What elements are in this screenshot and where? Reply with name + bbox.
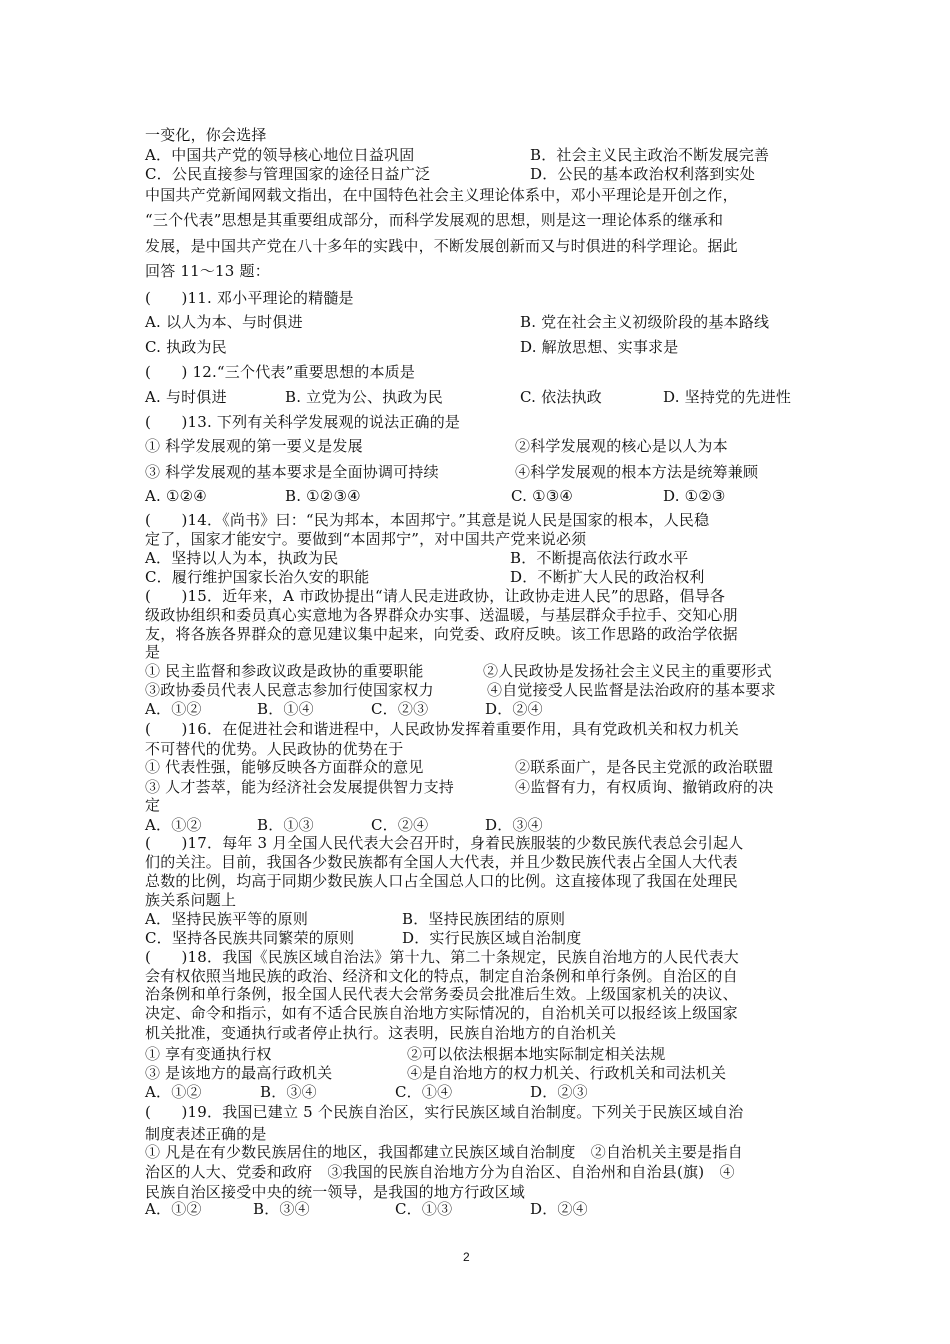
line-segment: C. 依法执政 xyxy=(520,388,602,406)
text-line xyxy=(145,681,825,699)
line-segment: B．③④ xyxy=(260,1083,317,1101)
text-line: 会有权依照当地民族的政治、经济和文化的特点，制定自治条例和单行条例。自治区的自 xyxy=(145,967,738,985)
line-segment: A．坚持以人为本，执政为民 xyxy=(145,549,339,567)
text-line: ( )14．《尚书》曰：“民为邦本，本固邦宁。”其意是说人民是国家的根本，人民稳 xyxy=(145,511,710,529)
line-segment: ① 民主监督和参政议政是政协的重要职能 xyxy=(145,662,424,680)
line-segment: D．不断扩大人民的政治权利 xyxy=(510,568,705,586)
line-segment: B. 立党为公、执政为民 xyxy=(285,388,443,406)
text-line: ( ) 12.“三个代表”重要思想的本质是 xyxy=(145,363,416,381)
line-segment: A．中国共产党的领导核心地位日益巩固 xyxy=(145,146,415,164)
line-segment: B．①③ xyxy=(257,816,314,834)
text-line xyxy=(145,146,825,164)
line-segment: B．③④ xyxy=(253,1200,310,1218)
text-line: 中国共产党新闻网载文指出，在中国特色社会主义理论体系中，邓小平理论是开创之作， xyxy=(145,186,738,204)
text-line: 决定、命令和指示，如有不适合民族自治地方实际情况的，自治机关可以报经该上级国家 xyxy=(145,1004,738,1022)
text-line: 友，将各族各界群众的意见建议集中起来，向党委、政府反映。该工作思路的政治学依据 xyxy=(145,625,738,643)
text-line xyxy=(145,437,825,455)
line-segment: B．①④ xyxy=(257,700,314,718)
text-line: ( )13. 下列有关科学发展观的说法正确的是 xyxy=(145,413,461,431)
line-segment: ① 享有变通执行权 xyxy=(145,1045,272,1063)
line-segment: ① 代表性强，能够反映各方面群众的意见 xyxy=(145,758,424,776)
text-line: 一变化，你会选择 xyxy=(145,126,267,144)
line-segment: ②可以依法根据本地实际制定相关法规 xyxy=(407,1045,666,1063)
text-line: 定了，国家才能安宁。要做到“本固邦宁”，对中国共产党来说必须 xyxy=(145,530,587,548)
line-segment: C．①④ xyxy=(395,1083,453,1101)
line-segment: A．①② xyxy=(145,1200,202,1218)
text-line: 发展，是中国共产党在八十多年的实践中，不断发展创新而又与时俱进的科学理论。据此 xyxy=(145,237,738,255)
text-line: 族关系问题上 xyxy=(145,891,237,909)
text-line xyxy=(145,1045,825,1063)
text-line: 定 xyxy=(145,796,161,814)
line-segment: A．①② xyxy=(145,700,202,718)
text-line xyxy=(145,778,825,796)
text-line: 们的关注。目前，我国各少数民族都有全国人大代表，并且少数民族代表占全国人大代表 xyxy=(145,853,738,871)
text-line: “三个代表”思想是其重要组成部分，而科学发展观的思想，则是这一理论体系的继承和 xyxy=(145,211,724,229)
line-segment: C．公民直接参与管理国家的途径日益广泛 xyxy=(145,165,431,183)
line-segment: A．①② xyxy=(145,816,202,834)
line-segment: C．坚持各民族共同繁荣的原则 xyxy=(145,929,355,947)
line-segment: ④科学发展观的根本方法是统筹兼顾 xyxy=(515,463,759,481)
line-segment: ③政协委员代表人民意志参加行使国家权力 xyxy=(145,681,434,699)
line-segment: D．③④ xyxy=(485,816,543,834)
text-line xyxy=(145,487,825,505)
line-segment: D．②③ xyxy=(530,1083,588,1101)
line-segment: A．①② xyxy=(145,1083,202,1101)
text-line xyxy=(145,313,825,331)
text-line: 机关批准，变通执行或者停止执行。这表明，民族自治地方的自治机关 xyxy=(145,1024,617,1042)
line-segment: D．②④ xyxy=(485,700,543,718)
line-segment: ④监督有力，有权质询、撤销政府的决 xyxy=(515,778,774,796)
line-segment: B．坚持民族团结的原则 xyxy=(402,910,566,928)
line-segment: C．①③ xyxy=(395,1200,453,1218)
text-line xyxy=(145,662,825,680)
text-line xyxy=(145,929,825,947)
line-segment: B．社会主义民主政治不断发展完善 xyxy=(530,146,770,164)
line-segment: B. 党在社会主义初级阶段的基本路线 xyxy=(520,313,770,331)
line-segment: D．公民的基本政治权利落到实处 xyxy=(530,165,756,183)
text-line xyxy=(145,1083,825,1101)
line-segment: C．②④ xyxy=(371,816,429,834)
text-line: 级政协组织和委员真心实意地为各界群众办实事、送温暖，与基层群众手拉手、交知心朋 xyxy=(145,606,738,624)
text-line: 不可替代的优势。人民政协的优势在于 xyxy=(145,740,404,758)
line-segment: ① 科学发展观的第一要义是发展 xyxy=(145,437,363,455)
text-line: ① 凡是在有少数民族居住的地区，我国都建立民族区域自治制度 ②自治机关主要是指自 xyxy=(145,1143,743,1161)
page-number: 2 xyxy=(463,1250,470,1264)
line-segment: C. ①③④ xyxy=(511,487,574,505)
text-line: ( )18．我国《民族区域自治法》第十九、第二十条规定，民族自治地方的人民代表大 xyxy=(145,948,739,966)
line-segment: A. ①②④ xyxy=(145,487,207,505)
line-segment: B．不断提高依法行政水平 xyxy=(510,549,689,567)
line-segment: D．实行民族区域自治制度 xyxy=(402,929,582,947)
line-segment: D. 坚持党的先进性 xyxy=(663,388,792,406)
line-segment: ③ 科学发展观的基本要求是全面协调可持续 xyxy=(145,463,439,481)
text-line: ( )16．在促进社会和谐进程中，人民政协发挥着重要作用，具有党政机关和权力机关 xyxy=(145,720,739,738)
text-line xyxy=(145,388,825,406)
text-line: 制度表述正确的是 xyxy=(145,1125,267,1143)
line-segment: B. ①②③④ xyxy=(285,487,361,505)
line-segment: C．履行维护国家长治久安的职能 xyxy=(145,568,370,586)
text-line xyxy=(145,1200,825,1218)
line-segment: C. 执政为民 xyxy=(145,338,227,356)
text-line: ( )17．每年 3 月全国人民代表大会召开时，身着民族服装的少数民族代表总会引起人 xyxy=(145,834,744,852)
text-line: 治区的人大、党委和政府 ③我国的民族自治地方分为自治区、自治州和自治县(旗) ④ xyxy=(145,1163,735,1181)
text-line xyxy=(145,338,825,356)
text-line xyxy=(145,758,825,776)
line-segment: A. 以人为本、与时俱进 xyxy=(145,313,303,331)
text-line xyxy=(145,549,825,567)
text-line xyxy=(145,568,825,586)
line-segment: ②人民政协是发扬社会主义民主的重要形式 xyxy=(483,662,772,680)
text-line: ( )11. 邓小平理论的精髓是 xyxy=(145,289,354,307)
text-line xyxy=(145,910,825,928)
line-segment: ④是自治地方的权力机关、行政机关和司法机关 xyxy=(407,1064,727,1082)
line-segment: ③ 是该地方的最高行政机关 xyxy=(145,1064,333,1082)
text-line: ( )19．我国已建立 5 个民族自治区，实行民族区域自治制度。下列关于民族区域自治 xyxy=(145,1103,744,1121)
text-line xyxy=(145,463,825,481)
text-line xyxy=(145,1064,825,1082)
text-line: 是 xyxy=(145,643,161,661)
line-segment: ③ 人才荟萃，能为经济社会发展提供智力支持 xyxy=(145,778,454,796)
text-line: 民族自治区接受中央的统一领导，是我国的地方行政区域 xyxy=(145,1183,526,1201)
text-line xyxy=(145,165,825,183)
line-segment: A．坚持民族平等的原则 xyxy=(145,910,309,928)
line-segment: A. 与时俱进 xyxy=(145,388,227,406)
text-line xyxy=(145,816,825,834)
line-segment: D. 解放思想、实事求是 xyxy=(520,338,679,356)
line-segment: ②联系面广，是各民主党派的政治联盟 xyxy=(515,758,774,776)
text-line: 总数的比例，均高于同期少数民族人口占全国总人口的比例。这直接体现了我国在处理民 xyxy=(145,872,738,890)
line-segment: ④自觉接受人民监督是法治政府的基本要求 xyxy=(487,681,776,699)
line-segment: D. ①②③ xyxy=(663,487,726,505)
text-line: ( )15．近年来，A 市政协提出“请人民走进政协，让政协走进人民”的思路，倡导各 xyxy=(145,587,726,605)
text-line xyxy=(145,700,825,718)
text-line: 回答 11～13 题： xyxy=(145,262,270,280)
text-line: 治条例和单行条例，报全国人民代表大会常务委员会批准后生效。上级国家机关的决议、 xyxy=(145,985,738,1003)
line-segment: ②科学发展观的核心是以人为本 xyxy=(515,437,728,455)
line-segment: C．②③ xyxy=(371,700,429,718)
line-segment: D．②④ xyxy=(530,1200,588,1218)
